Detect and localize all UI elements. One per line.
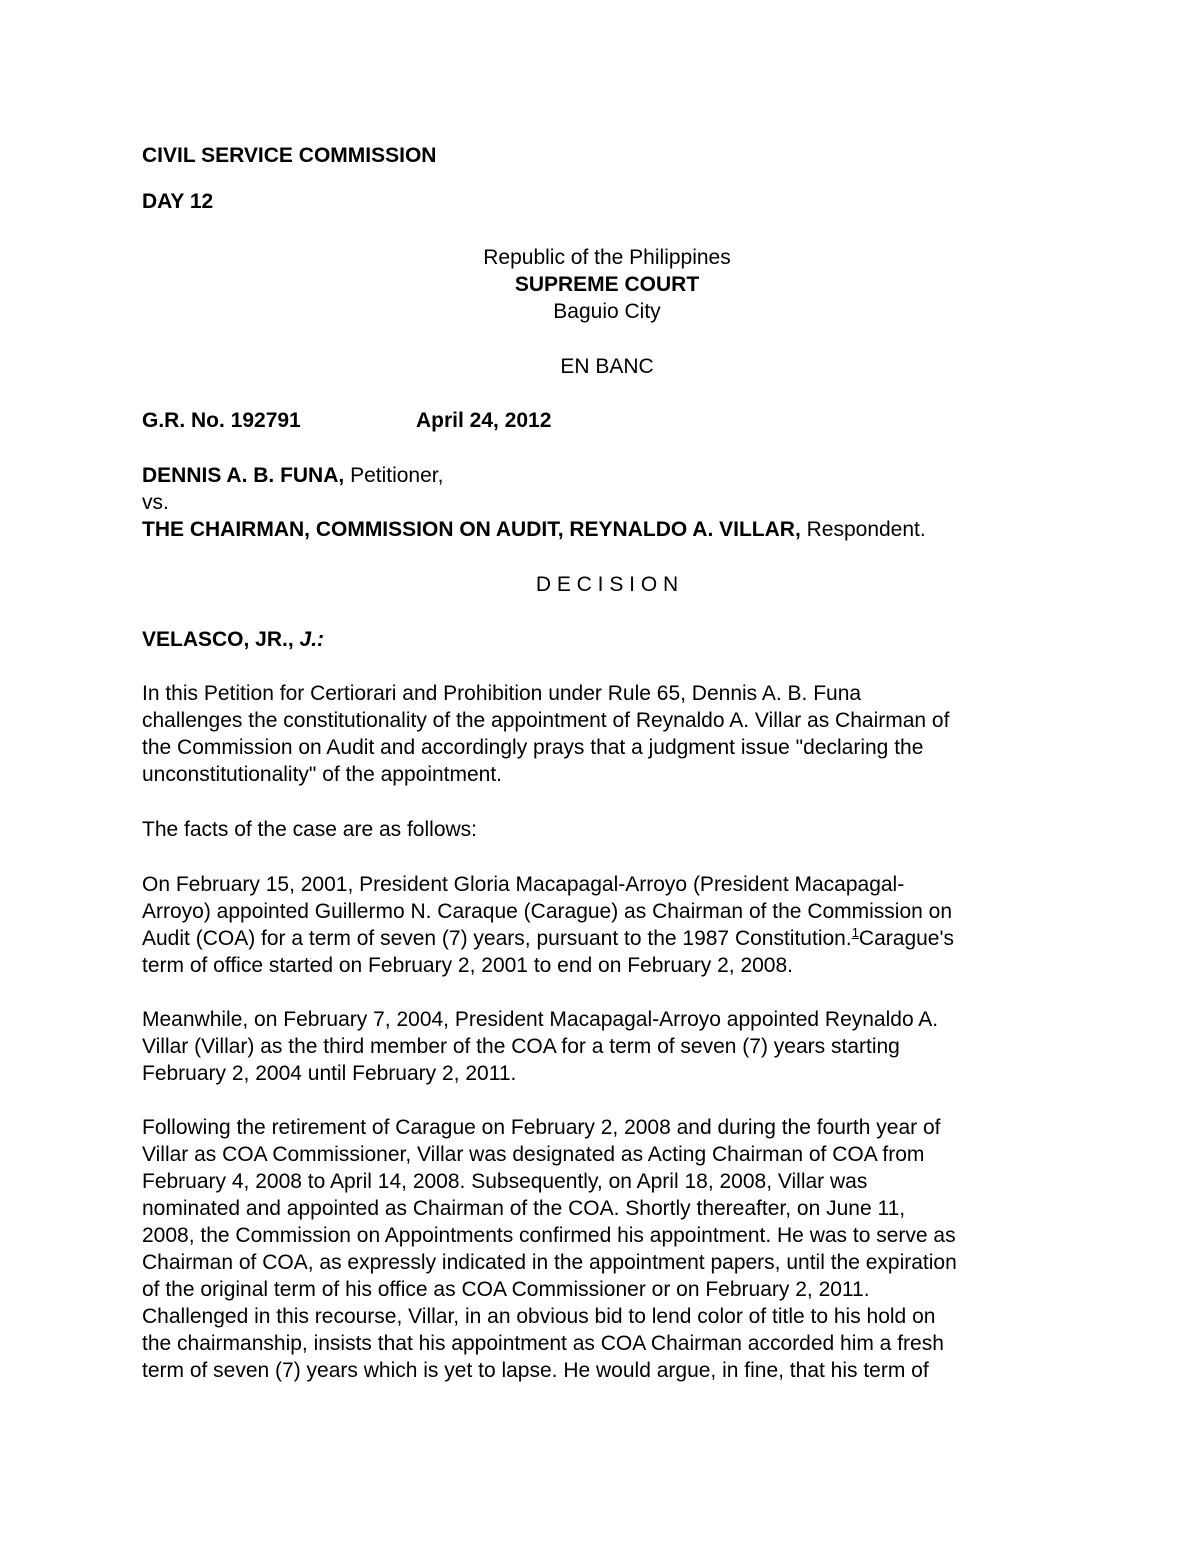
paragraph-2: The facts of the case are as follows: [142,818,477,841]
decision-date: April 24, 2012 [416,409,552,432]
respondent-name: THE CHAIRMAN, COMMISSION ON AUDIT, REYNALDO A. VILLAR, [142,518,801,541]
paragraph-3-part-1: On February 15, 2001, President Gloria Macapagal-Arroyo (President Macapagal- Arroyo) appointed Guillermo N. Caraque (Carague) as Chairman of the Commission on Audit (COA) for a term of seven (7) years, pursuant to the 1987 Constitution. [142,873,953,950]
respondent-line [142,516,1072,543]
footnote-1-link[interactable]: 1 [851,925,859,940]
petitioner-line [142,462,1072,489]
petitioner-role: Petitioner, [344,464,444,487]
gr-number: G.R. No. 192791 [142,409,301,432]
paragraph-1: In this Petition for Certiorari and Prohibition under Rule 65, Dennis A. B. Funa challenges the constitutionality of the appointment of Reynaldo A. Villar as Chairman of the Commission on Audit and accordingly prays that a judgment issue "declaring the unconstitutionality" of the appointment. [142,682,950,786]
paragraph-3 [142,871,1072,979]
header-title: CIVIL SERVICE COMMISSION [142,144,437,167]
case-number-line [142,407,1072,434]
ponente [142,626,1072,653]
ponente-name: VELASCO, JR., [142,628,300,651]
court-republic: Republic of the Philippines [483,246,731,269]
versus: vs. [142,491,169,514]
court-name: SUPREME COURT [514,273,700,296]
paragraph-5: Following the retirement of Carague on February 2, 2008 and during the fourth year of Villar as COA Commissioner, Villar was designated as Acting Chairman of COA from February 4, 2008 to April 14, 2008. Subsequently, on April 18, 2008, Villar was nominated and appointed as Chairman of the COA. Shortly thereafter, on June 11, 2008, the Commission on Appointments confirmed his appointment. He was to serve as Chairman of COA, as expressly indicated in the appointment papers, until the expiration of the original term of his office as COA Commissioner or on February 2, 2011. Challenged in this recourse, Villar, in an obvious bid to lend color of title to his hold on the chairmanship, insists that his appointment as COA Chairman accorded him a fresh term of seven (7) years which is yet to lapse. He would argue, in fine, that his term of [142,1116,957,1382]
ponente-title: J.: [299,628,325,651]
decision-heading: D E C I S I O N [535,573,679,596]
header-day: DAY 12 [142,190,214,213]
petitioner-name: DENNIS A. B. FUNA, [142,464,345,487]
paragraph-3-part-2: Carague's term of office started on February 2, 2001 to end on February 2, 2008. [142,927,954,977]
respondent-role: Respondent. [800,518,926,541]
court-division: EN BANC [560,355,654,378]
court-city: Baguio City [553,300,661,323]
paragraph-4: Meanwhile, on February 7, 2004, President Macapagal-Arroyo appointed Reynaldo A. Villar (Villar) as the third member of the COA for a term of seven (7) years starting February 2, 2004 until February 2, 2011. [142,1008,939,1085]
